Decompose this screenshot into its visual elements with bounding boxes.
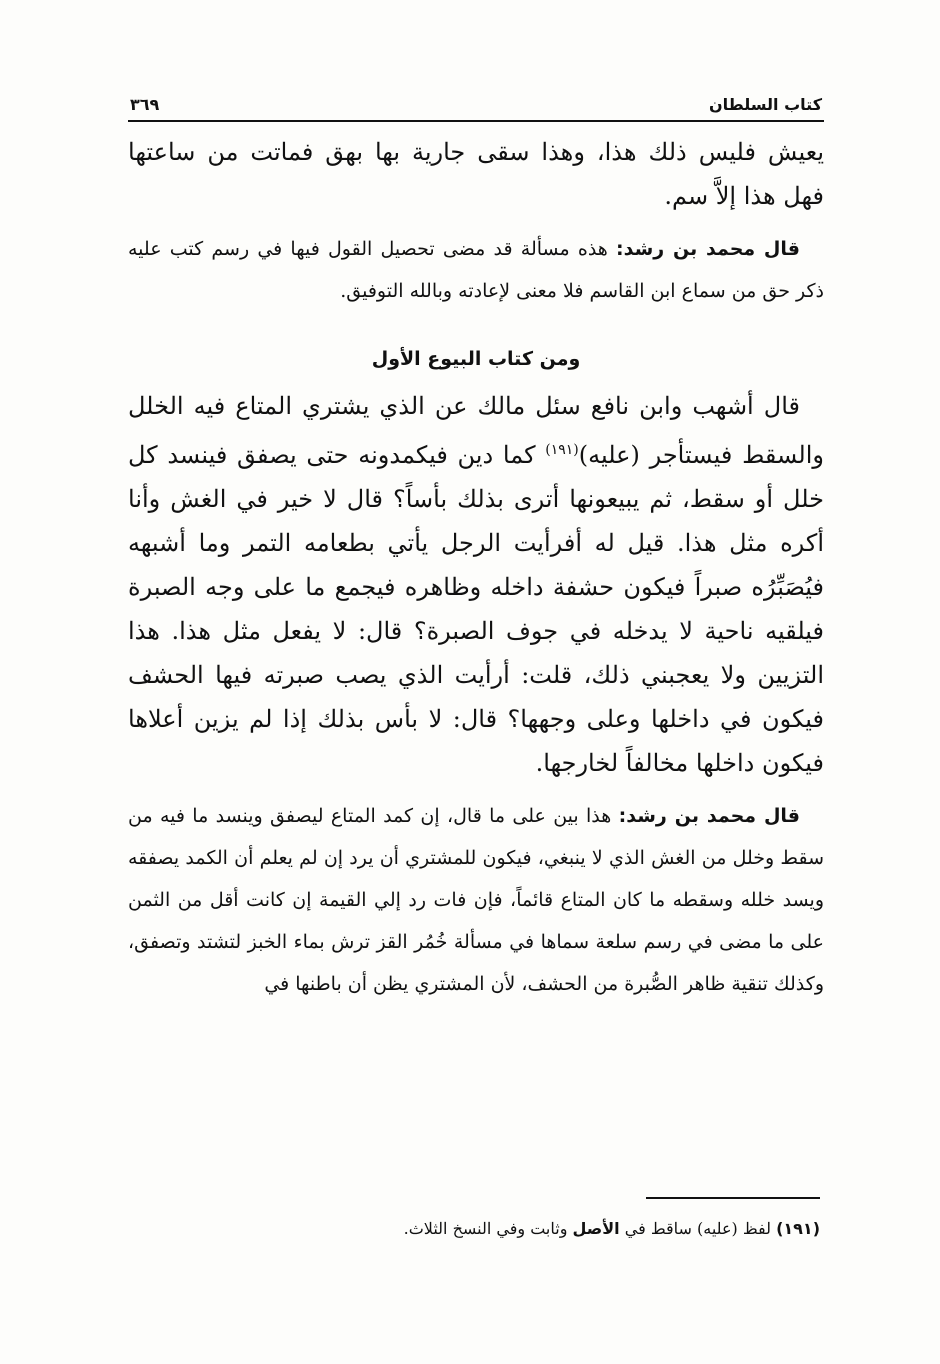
footnote-text-b: وثابت وفي النسخ الثلاث. (403, 1219, 573, 1238)
paragraph-3-text-a: قال أشهب وابن نافع سئل مالك عن الذي يشتري المتاع فيه الخلل والسقط فيستأجر (عليه) (128, 392, 824, 469)
footnote-ref[interactable]: (١٩١) (545, 442, 579, 458)
speaker-label: قال محمد بن رشد: (618, 805, 800, 827)
footnote (128, 1216, 820, 1242)
paragraph-3 (128, 384, 824, 785)
paragraph-2 (128, 228, 824, 312)
footnote-bold-word: الأصل (572, 1219, 620, 1238)
book-title: كتاب السلطان (708, 95, 822, 114)
paragraph-1: يعيش فليس ذلك هذا، وهذا سقى جارية بها بهق فماتت من ساعتها فهل هذا إلاَّ سم. (128, 138, 824, 210)
footnote-divider (646, 1197, 820, 1199)
page-number: ٣٦٩ (130, 95, 160, 114)
speaker-label: قال محمد بن رشد: (616, 238, 800, 260)
running-header (128, 80, 824, 122)
paragraph-3-text-b: كما دين فيكمدونه حتى يصفق فينسد كل خلل أو سقط، ثم يبيعونها أترى بذلك بأساً؟ قال لا خير في الغش وأنا أكره مثل هذا. قيل له أفرأيت الرجل يأتي بطعامه التمر وما أشبهه فيُصَبِّرُه صبراً فيكون حشفة داخله وظاهره فيجمع ما على وجه الصبرة فيلقيه ناحية لا يدخله في جوف الصبرة؟ قال: لا يفعل مثل هذا. هذا التزيين ولا يعجبني ذلك، قلت: أرأيت الذي يصب صبرته فيها الحشف فيكون في داخلها وعلى وجهها؟ قال: لا بأس بذلك إذا لم يزين أعلاها فيكون داخلها مخالفاً لخارجها. (128, 441, 824, 777)
footnote-number: (١٩١) (776, 1219, 820, 1238)
paragraph-4 (128, 795, 824, 1005)
footnote-text-a: لفظ (عليه) ساقط في (619, 1219, 777, 1238)
section-heading: ومن كتاب البيوع الأول (371, 348, 581, 370)
book-page (128, 80, 824, 1280)
paragraph-4-text: هذا بين على ما قال، إن كمد المتاع ليصفق وينسد ما فيه من سقط وخلل من الغش الذي لا ينبغي، فيكون للمشتري أن يرد إن لم يعلم أن الكمد يصفقه ويسد خلله وسقطه ما كان المتاع قائماً، فإن فات رد إلي القيمة إن كانت أقل من الثمن على ما مضى في رسم سلعة سماها في مسألة خُمُر القز ترش بماء الخبز لتشتد وتصفق، وكذلك تنقية ظاهر الصُّبرة من الحشف، لأن المشتري يظن أن باطنها في (128, 805, 824, 995)
paragraph-2-text: هذه مسألة قد مضى تحصيل القول فيها في رسم كتب عليه ذكر حق من سماع ابن القاسم فلا معنى لإعادته وبالله التوفيق. (128, 238, 824, 302)
